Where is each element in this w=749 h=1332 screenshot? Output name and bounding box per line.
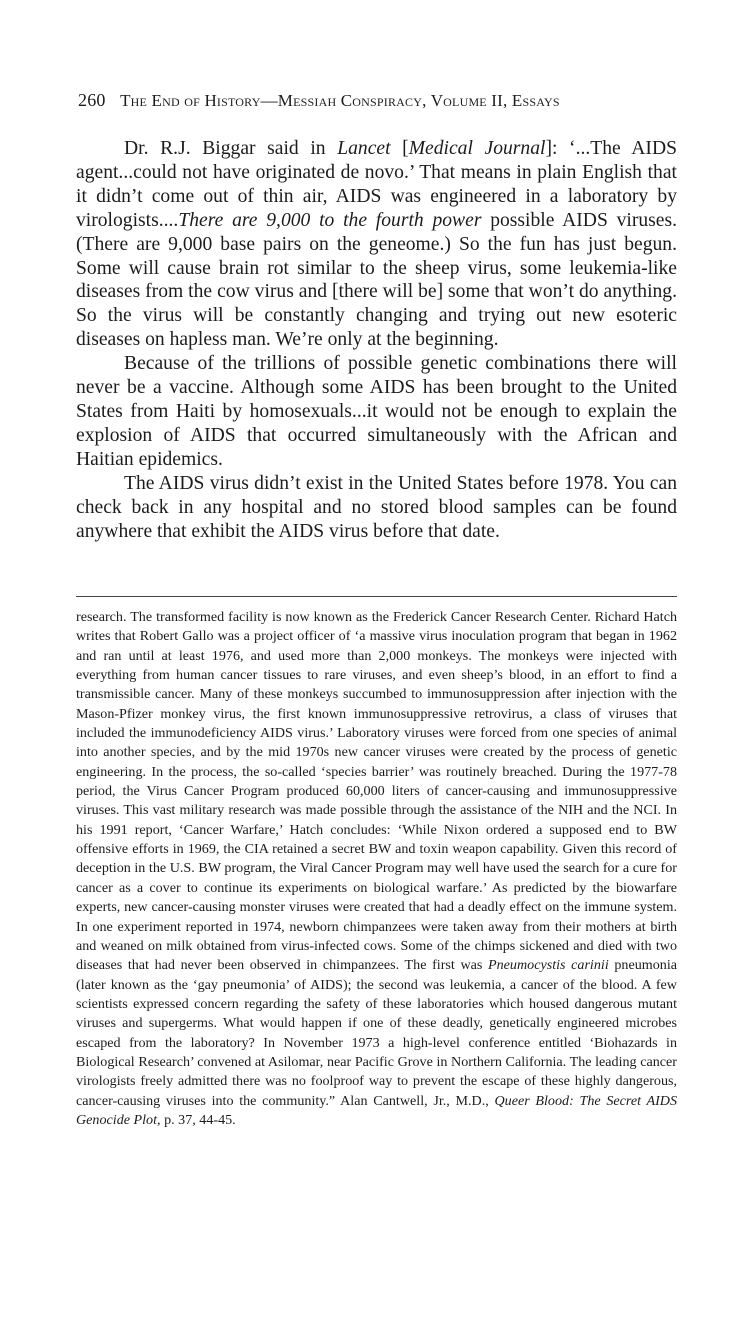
- p1-journal-title: Lancet: [337, 138, 391, 159]
- footnote-text: [76, 608, 677, 1130]
- running-header: [78, 90, 678, 111]
- paragraph-1: [76, 137, 677, 352]
- p1-text-b: [: [390, 138, 409, 159]
- p1-journal-subtitle: Medical Journal: [408, 138, 546, 159]
- paragraph-2: Because of the trillions of possible genetic combinations there will never be a vaccine. Although some AIDS has been brought to the United States from Haiti by homosexuals...it would not be enough to explain the explosion of AIDS that occurred simultaneously with the African and Haitian epidemics.: [76, 353, 677, 470]
- footnote-text-b: pneumonia (later known as the ‘gay pneumonia’ of AIDS); the second was leukemia, a cancer of the blood. A few scientists expressed concern regarding the safety of these laboratories which housed dangerous mutant viruses and supergerms. What would happen if one of these deadly, genetically engineered microbes escaped from the laboratory? In November 1973 a high-level conference entitled ‘Biohazards in Biological Research’ convened at Asilomar, near Pacific Grove in Northern California. The leading cancer virologists freely admitted there was no foolproof way to prevent the escape of these highly dangerous, cancer-causing viruses into the community.” Alan Cantwell, Jr., M.D.,: [76, 957, 677, 1109]
- footnote-book-title: Queer Blood: The Secret AIDS Genocide Plot: [76, 1092, 677, 1128]
- p1-text-c: ]: ‘...The AIDS agent...could not have originated de novo.’ That means in plain English that it didn’t come out of thin air, AIDS was engineered in a laboratory by virologists....: [76, 138, 677, 231]
- paragraph-3: The AIDS virus didn’t exist in the United States before 1978. You can check back in any hospital and no stored blood samples can be found anywhere that exhibit the AIDS virus before that date.: [76, 472, 677, 542]
- footnote: [76, 608, 677, 1130]
- p1-text-a: Dr. R.J. Biggar said in: [124, 138, 338, 159]
- footnote-text-a: research. The transformed facility is now known as the Frederick Cancer Research Center. Richard Hatch writes that Robert Gallo was a project officer of ‘a massive virus inoculation program that began in 1962 and ran until at least 1976, and used more than 2,000 monkeys. The monkeys were injected with everything from human cancer tissues to rare viruses, and even sheep’s blood, in an effort to find a transmissible cancer. Many of these monkeys succumbed to immunosuppression after injection with the Mason-Pfizer monkey virus, the first known immunosuppressive retrovirus, a class of viruses that included the immunodeficiency AIDS virus.’ Laboratory viruses were forced from one species of animal into another species, and by the mid 1970s new cancer viruses were created by the process of genetic engineering. In the process, the so-called ‘species barrier’ was routinely breached. During the 1977-78 period, the Virus Cancer Program produced 60,000 liters of cancer-causing and immunosuppressive viruses. This vast military research was made possible through the assistance of the NIH and the NCI. In his 1991 report, ‘Cancer Warfare,’ Hatch concludes: ‘While Nixon ordered a supposed end to BW offensive efforts in 1969, the CIA retained a secret BW and toxin weapon capability. Given this record of deception in the U.S. BW program, the Viral Cancer Program may well have used the search for a cure for cancer as a cover to continue its experiments on biological warfare.’ As predicted by the biowarfare experts, new cancer-causing monster viruses were created that had a deadly effect on the immune system. In one experiment reported in 1974, newborn chimpanzees were taken away from their mothers at birth and weaned on milk obtained from virus-infected cows. Some of the chimps sickened and died with two diseases that had never been observed in chimpanzees. The first was: [76, 609, 677, 974]
- page-number: 260: [78, 90, 106, 110]
- p1-text-d: possible AIDS viruses. (There are 9,000 base pairs on the geneome.) So the fun has just begun. Some will cause brain rot similar to the sheep virus, some leukemia-like diseases from the cow virus and [there will be] some that won’t do anything. So the virus will be constantly changing and trying out new esoteric diseases on hapless man. We’re only at the beginning.: [76, 209, 678, 351]
- footnote-text-c: , p. 37, 44-45.: [157, 1111, 236, 1128]
- footnote-divider: [76, 596, 677, 597]
- running-title: The End of History—Messiah Conspiracy, Volume II, Essays: [120, 91, 560, 110]
- footnote-species-name: Pneumocystis carinii: [488, 957, 609, 974]
- p1-emphasis: There are 9,000 to the fourth power: [178, 209, 482, 231]
- main-text: [76, 137, 677, 543]
